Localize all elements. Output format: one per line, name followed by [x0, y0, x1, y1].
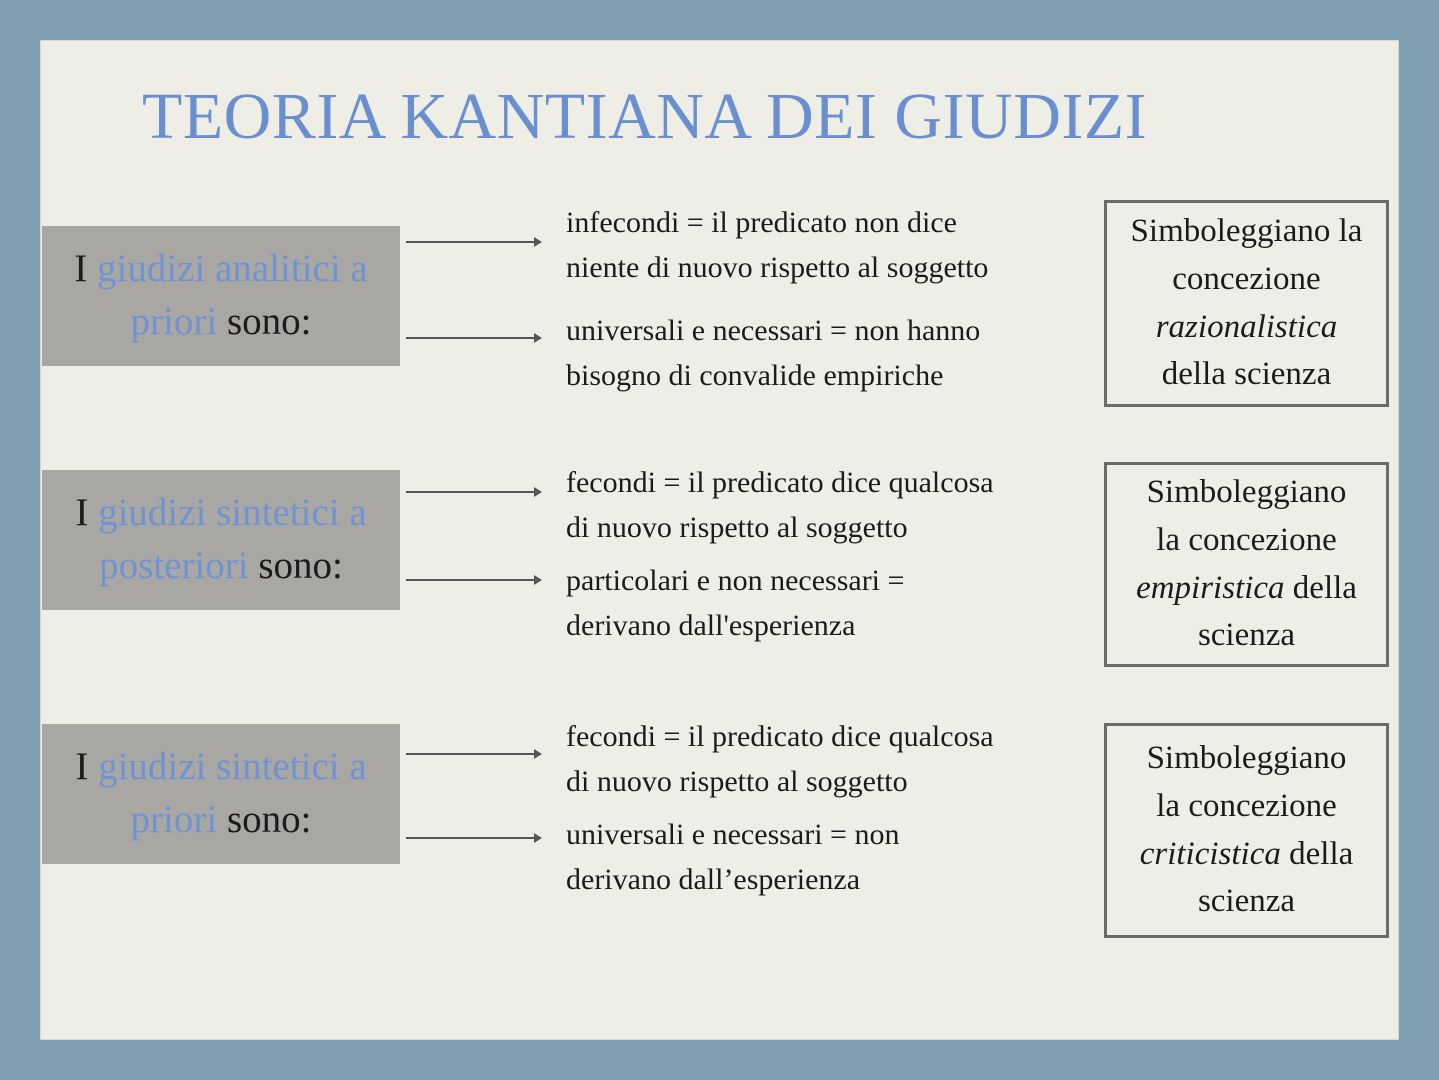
description-line: di nuovo rispetto al soggetto — [566, 511, 908, 544]
symbol-line: Simboleggiano — [1146, 739, 1347, 776]
label-prefix: I — [74, 247, 97, 291]
symbol-box-empiristic — [1104, 462, 1389, 667]
symbol-box-criticistic — [1104, 723, 1389, 938]
symbol-line: concezione — [1172, 260, 1321, 297]
symbol-box-rationalistic — [1104, 200, 1389, 407]
description-line: universali e necessari = non — [566, 818, 900, 851]
label-highlight: posteriori — [99, 544, 249, 587]
symbol-line: la concezione — [1156, 521, 1337, 558]
label-highlight: giudizi sintetici a — [98, 745, 367, 789]
description-line: bisogno di convalide empiriche — [566, 359, 944, 392]
symbol-italic: criticistica — [1139, 835, 1281, 872]
arrow — [406, 837, 540, 839]
description-line: di nuovo rispetto al soggetto — [566, 765, 908, 798]
description-line: niente di nuovo rispetto al soggetto — [566, 251, 989, 284]
label-highlight: priori — [130, 798, 218, 841]
description-1 — [566, 200, 988, 290]
label-highlight: giudizi sintetici a — [98, 491, 367, 535]
description-line: derivano dall’esperienza — [566, 863, 861, 896]
label-highlight: priori — [130, 300, 218, 343]
description-1 — [566, 460, 994, 550]
symbol-after-italic: della — [1280, 835, 1354, 872]
description-2 — [566, 308, 980, 398]
judgment-label-synthetic-a-priori — [42, 724, 400, 864]
judgment-label-analytic-a-priori — [42, 226, 400, 366]
description-line: infecondi = il predicato non dice — [566, 206, 957, 239]
description-line: fecondi = il predicato dice qualcosa — [566, 720, 994, 753]
label-highlight: giudizi analitici a — [97, 247, 368, 291]
arrow — [406, 491, 540, 493]
description-2 — [566, 812, 899, 902]
label-suffix: sono: — [217, 798, 312, 841]
symbol-italic: empiristica — [1136, 569, 1285, 606]
judgment-label-synthetic-a-posteriori — [42, 470, 400, 610]
arrow — [406, 753, 540, 755]
description-line: fecondi = il predicato dice qualcosa — [566, 466, 994, 499]
page-title: TEORIA KANTIANA DEI GIUDIZI — [142, 80, 1148, 153]
symbol-italic: razionalistica — [1155, 308, 1338, 345]
symbol-line: Simboleggiano — [1146, 473, 1347, 510]
label-suffix: sono: — [248, 544, 343, 587]
description-1 — [566, 714, 994, 804]
symbol-line: la concezione — [1156, 787, 1337, 824]
symbol-line: della scienza — [1161, 356, 1332, 393]
description-line: universali e necessari = non hanno — [566, 314, 981, 347]
description-line: derivano dall'esperienza — [566, 609, 856, 642]
label-prefix: I — [75, 745, 99, 789]
arrow — [406, 337, 540, 339]
arrow — [406, 579, 540, 581]
description-line: particolari e non necessari = — [566, 564, 905, 597]
arrow — [406, 241, 540, 243]
symbol-line: scienza — [1197, 617, 1296, 654]
label-suffix: sono: — [217, 300, 312, 343]
symbol-line: scienza — [1197, 883, 1296, 920]
description-2 — [566, 558, 904, 648]
symbol-after-italic: della — [1284, 569, 1357, 606]
symbol-line: Simboleggiano la — [1130, 212, 1363, 249]
label-prefix: I — [75, 491, 99, 535]
